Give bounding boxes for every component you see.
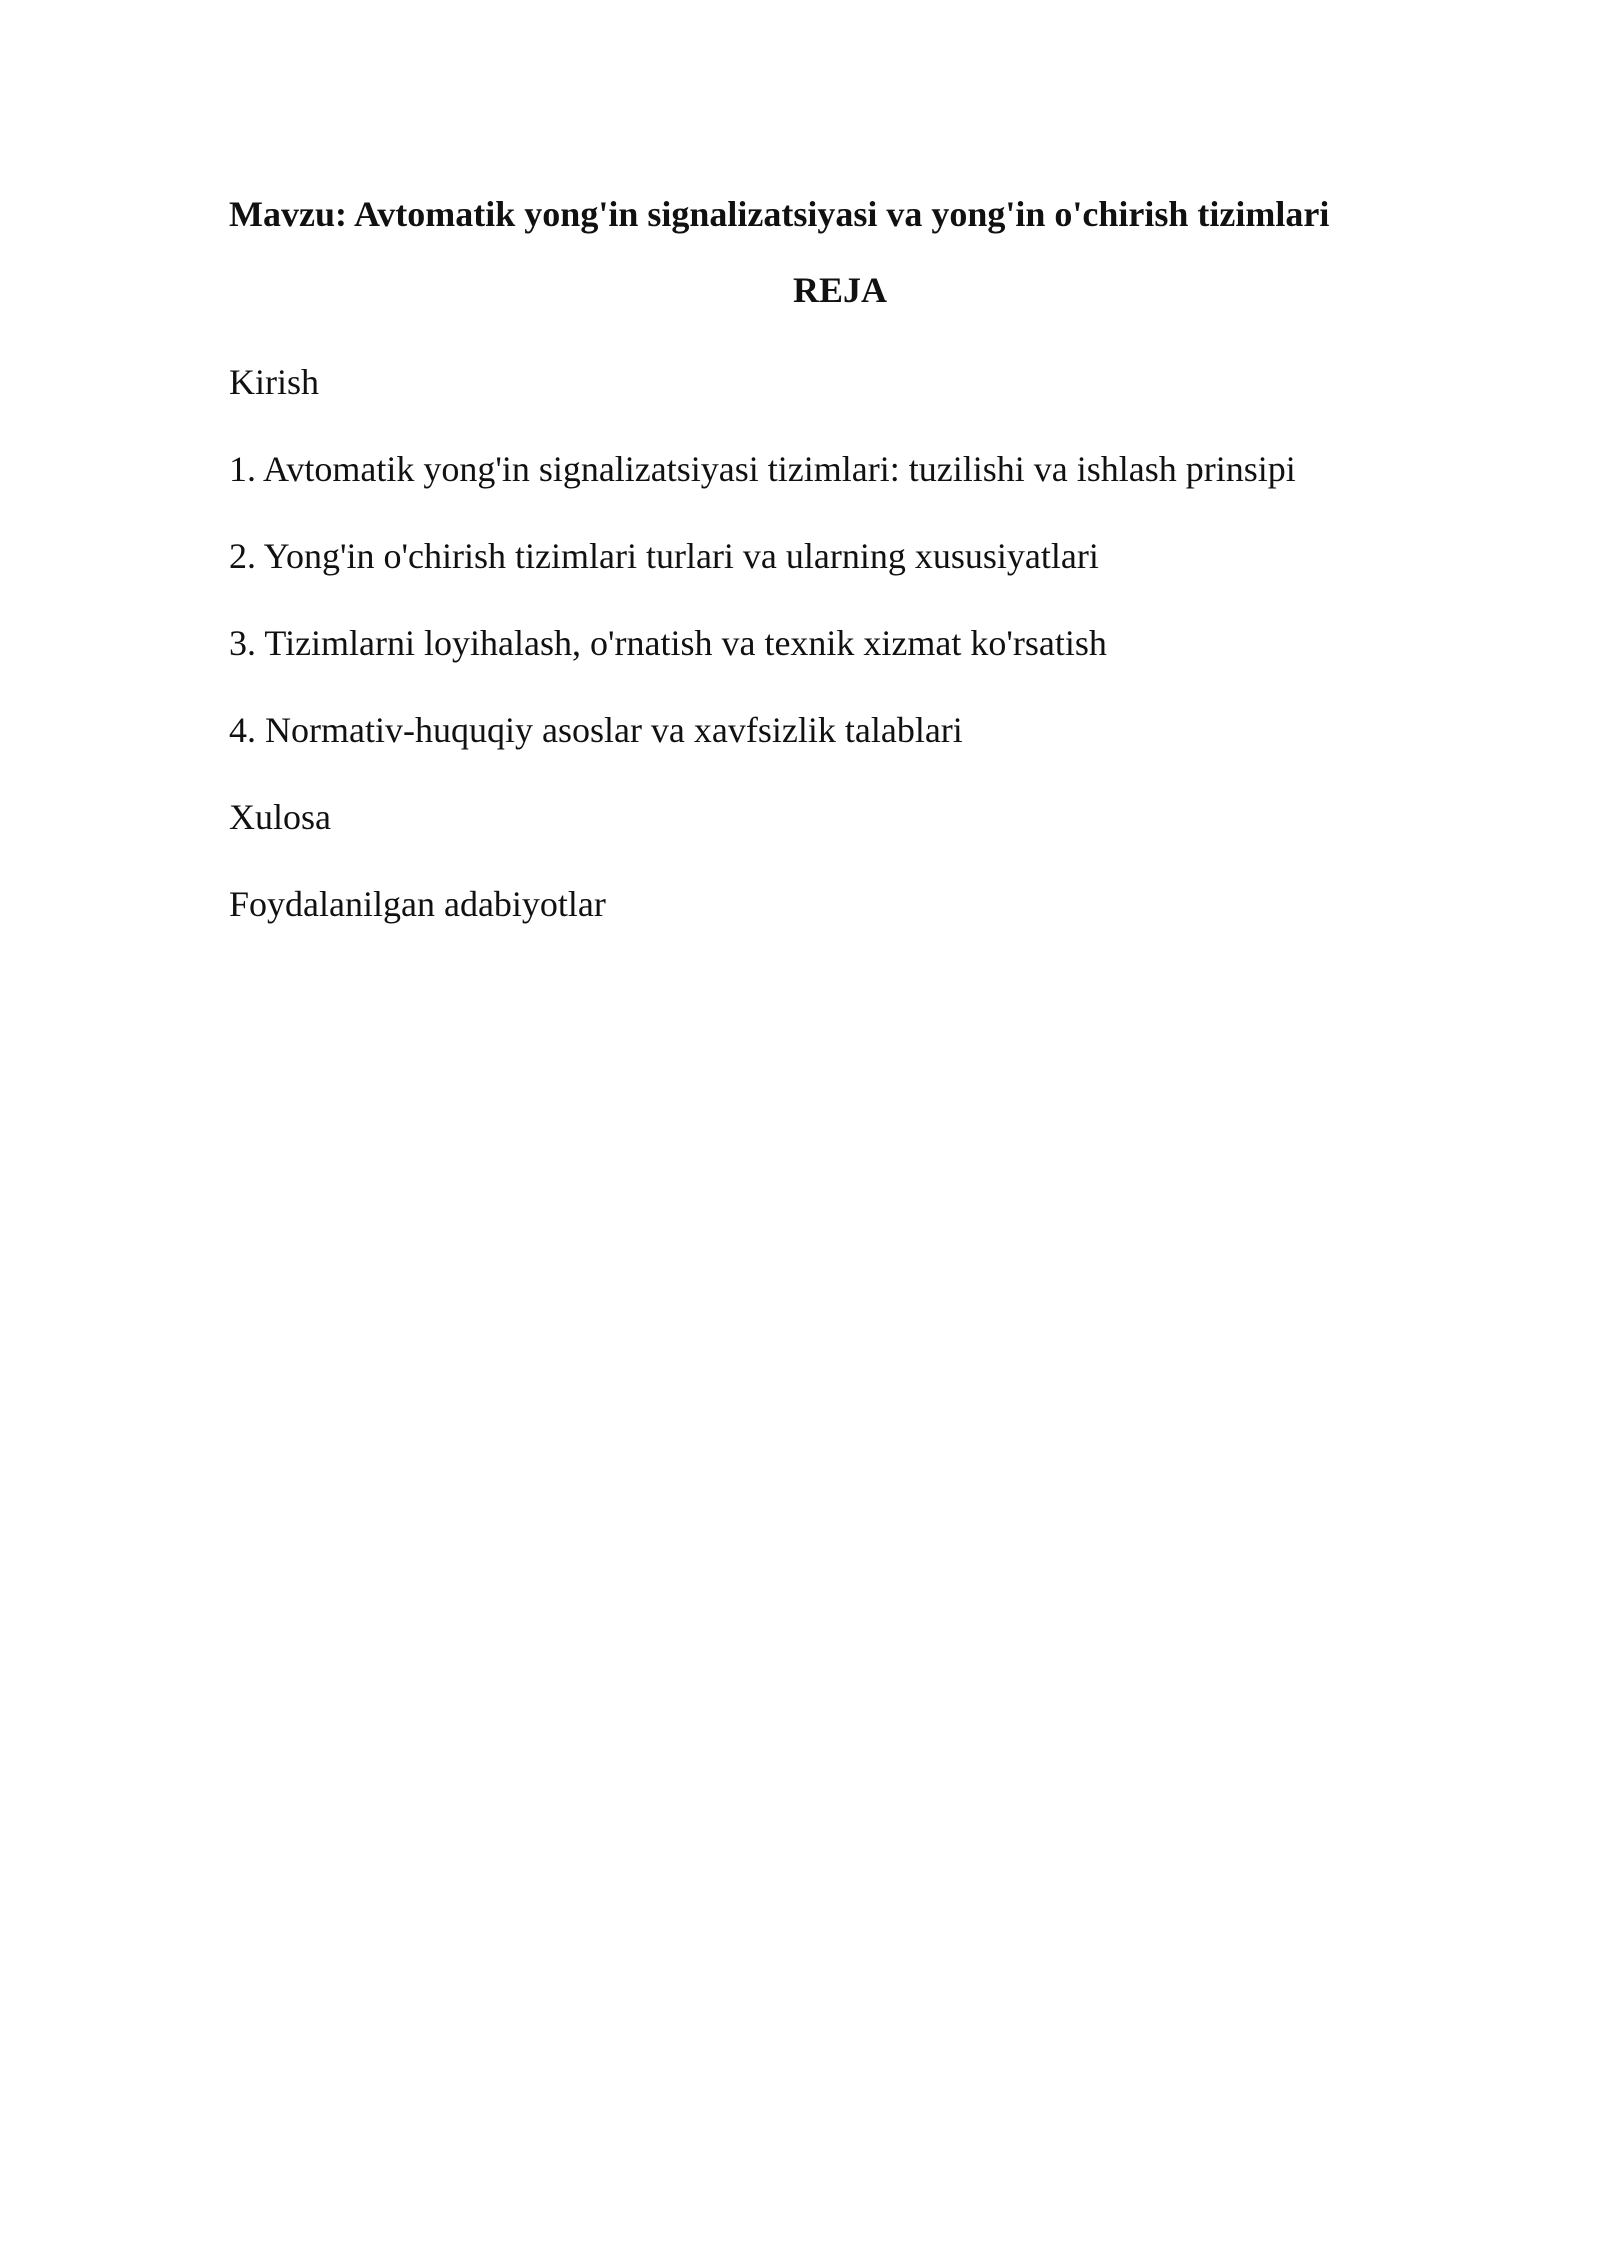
plan-item-introduction: Kirish <box>229 362 319 402</box>
plan-item-2: 2. Yong'in o'chirish tizimlari turlari va ularning xususiyatlari <box>229 536 1099 576</box>
plan-item-3: 3. Tizimlarni loyihalash, o'rnatish va texnik xizmat ko'rsatish <box>229 623 1107 663</box>
plan-item-1: 1. Avtomatik yong'in signalizatsiyasi tizimlari: tuzilishi va ishlash prinsipi <box>229 449 1296 489</box>
plan-heading: REJA <box>792 270 887 310</box>
plan-item-references: Foydalanilgan adabiyotlar <box>229 884 606 924</box>
plan-list <box>229 358 1296 967</box>
plan-item-4: 4. Normativ-huquqiy asoslar va xavfsizlik talablari <box>229 710 963 750</box>
plan-item-conclusion: Xulosa <box>229 797 331 837</box>
document-title: Mavzu: Avtomatik yong'in signalizatsiyasi va yong'in o'chirish tizimlari <box>229 194 1330 234</box>
